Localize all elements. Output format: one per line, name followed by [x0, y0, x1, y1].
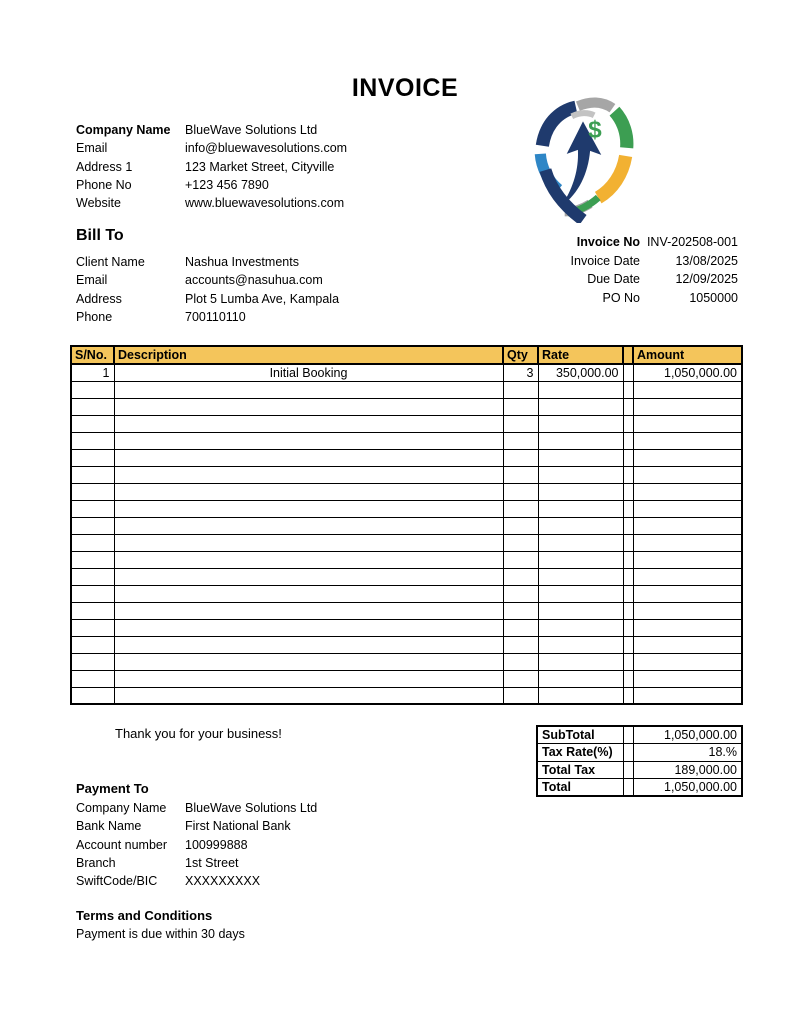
table-row-empty: [71, 636, 742, 653]
total-tax-gap: [623, 761, 633, 779]
subtotal-label: SubTotal: [537, 726, 623, 744]
client-phone-label: Phone: [76, 309, 113, 324]
client-name-value: Nashua Investments: [185, 255, 299, 269]
bill-to-heading: Bill To: [76, 227, 124, 244]
company-name-value: BlueWave Solutions Ltd: [185, 123, 318, 137]
invoice-no-label: Invoice No: [576, 235, 640, 249]
total-gap: [623, 779, 633, 797]
company-website-label: Website: [76, 196, 121, 211]
bank-name-value: First National Bank: [185, 819, 291, 834]
table-row-empty: [71, 500, 742, 517]
table-row-empty: [71, 381, 742, 398]
payment-to-heading: Payment To: [76, 781, 149, 796]
col-header-gap: [623, 346, 633, 364]
table-row-empty: [71, 466, 742, 483]
table-row-empty: [71, 602, 742, 619]
total-tax-label: Total Tax: [537, 761, 623, 779]
invoice-meta-block: [500, 233, 738, 307]
bank-name-label: Bank Name: [76, 819, 142, 834]
subtotal-value: 1,050,000.00: [633, 726, 742, 744]
due-date-label: Due Date: [587, 272, 640, 286]
company-email-value: info@bluewavesolutions.com: [185, 141, 348, 156]
client-email-label: Email: [76, 273, 108, 288]
item-description: Initial Booking: [114, 364, 503, 381]
payee-company-value: BlueWave Solutions Ltd: [185, 801, 318, 815]
bill-to-block: [76, 253, 456, 326]
tax-rate-value: 18.%: [633, 744, 742, 762]
item-qty: 3: [503, 364, 538, 381]
items-header-row: [71, 346, 742, 364]
col-header-rate: Rate: [538, 346, 623, 364]
total-label: Total: [537, 779, 623, 797]
client-email-value: accounts@nasuhua.com: [185, 273, 323, 288]
company-phone-label: Phone No: [76, 177, 132, 192]
account-number-value: 100999888: [185, 837, 248, 852]
table-row-empty: [71, 670, 742, 687]
po-no-label: PO No: [602, 290, 640, 305]
client-phone-value: 700110110: [185, 309, 246, 324]
table-row-empty: [71, 619, 742, 636]
items-body: [71, 364, 742, 704]
branch-label: Branch: [76, 855, 116, 870]
tax-rate-label: Tax Rate(%): [537, 744, 623, 762]
table-row-empty: [71, 483, 742, 500]
branch-value: 1st Street: [185, 855, 239, 870]
terms-text: Payment is due within 30 days: [76, 927, 245, 941]
account-number-label: Account number: [76, 837, 168, 852]
totals-table: [536, 725, 743, 797]
client-name-label: Client Name: [76, 255, 145, 269]
table-row-empty: [71, 432, 742, 449]
table-row-empty: [71, 551, 742, 568]
page-title: INVOICE: [351, 74, 459, 102]
tax-rate-gap: [623, 744, 633, 762]
table-row-empty: [71, 449, 742, 466]
item-gap: [623, 364, 633, 381]
items-table: [70, 345, 743, 705]
po-no-value: 1050000: [689, 290, 738, 305]
total-tax-value: 189,000.00: [633, 761, 742, 779]
due-date-value: 12/09/2025: [675, 272, 738, 286]
invoice-no-value: INV-202508-001: [646, 235, 738, 249]
col-header-qty: Qty: [503, 346, 538, 364]
table-row-empty: [71, 534, 742, 551]
client-address-value: Plot 5 Lumba Ave, Kampala: [185, 291, 340, 306]
shield-swirl-icon: [522, 97, 646, 223]
swift-code-value: XXXXXXXXX: [185, 874, 261, 889]
table-row: [71, 364, 742, 381]
table-row-empty: [71, 653, 742, 670]
subtotal-gap: [623, 726, 633, 744]
total-tax-row: [537, 761, 742, 779]
payee-company-label: Company Name: [76, 801, 167, 815]
company-address-label: Address 1: [76, 159, 133, 174]
company-email-label: Email: [76, 141, 108, 156]
company-address-value: 123 Market Street, Cityville: [185, 159, 335, 174]
total-value: 1,050,000.00: [633, 779, 742, 797]
table-row-empty: [71, 517, 742, 534]
terms-heading: Terms and Conditions: [76, 908, 213, 923]
swift-code-label: SwiftCode/BIC: [76, 874, 158, 889]
col-header-sno: S/No.: [71, 346, 114, 364]
bluewave-shield-logo: [522, 97, 646, 228]
col-header-description: Description: [114, 346, 503, 364]
company-website-value: www.bluewavesolutions.com: [185, 196, 345, 211]
table-row-empty: [71, 568, 742, 585]
payment-to-block: [76, 799, 456, 890]
thank-you-note: Thank you for your business!: [115, 726, 282, 741]
table-row-empty: [71, 398, 742, 415]
company-phone-value: +123 456 7890: [185, 177, 269, 192]
table-row-empty: [71, 585, 742, 602]
col-header-amount: Amount: [633, 346, 742, 364]
tax-rate-row: [537, 744, 742, 762]
company-name-label: Company Name: [76, 123, 171, 137]
company-info-block: [76, 121, 456, 212]
item-sno: 1: [71, 364, 114, 381]
table-row-empty: [71, 415, 742, 432]
invoice-date-value: 13/08/2025: [675, 253, 738, 268]
subtotal-row: [537, 726, 742, 744]
invoice-date-label: Invoice Date: [570, 253, 640, 268]
item-amount: 1,050,000.00: [633, 364, 742, 381]
client-address-label: Address: [76, 291, 122, 306]
dollar-icon: $: [588, 116, 602, 144]
item-rate: 350,000.00: [538, 364, 623, 381]
total-row: [537, 779, 742, 797]
table-row-empty: [71, 687, 742, 704]
